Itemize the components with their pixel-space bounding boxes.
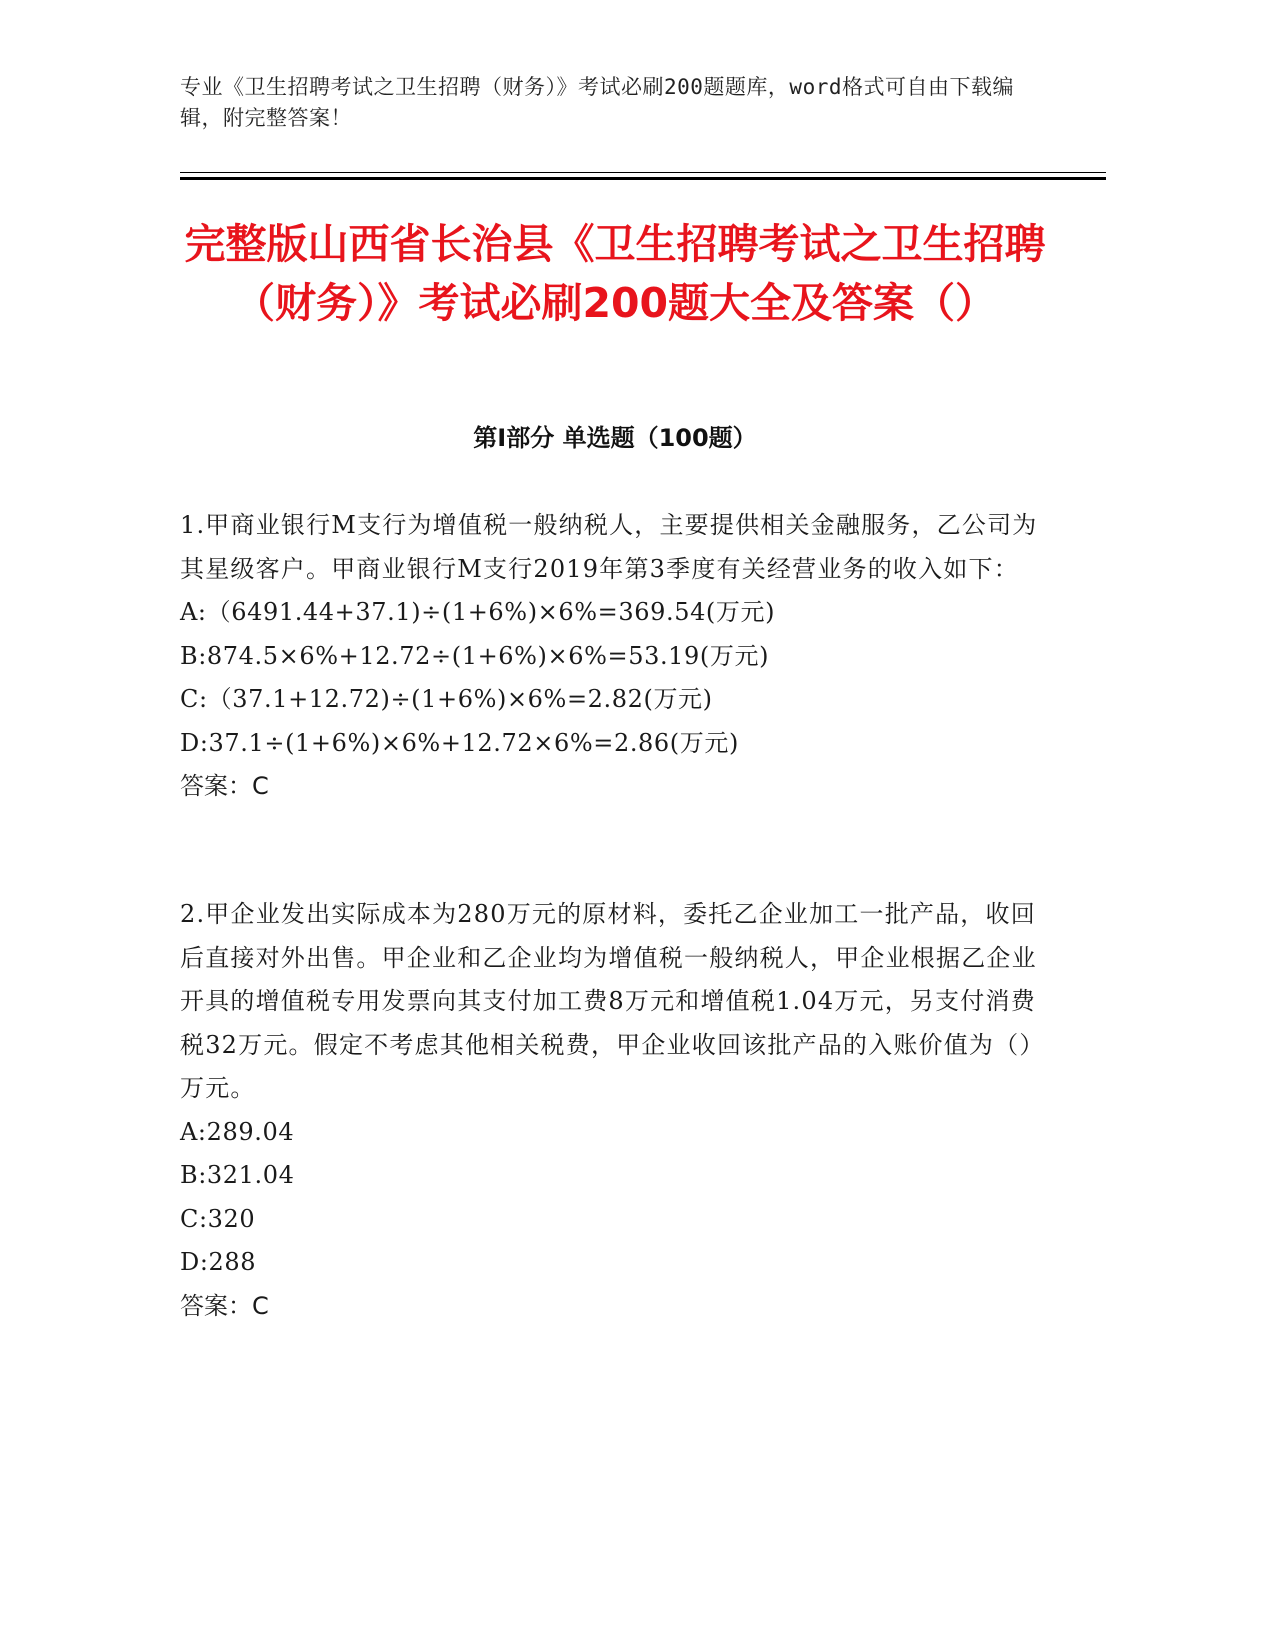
question-block: [180, 504, 1040, 809]
document-title: 完整版山西省长治县《卫生招聘考试之卫生招聘（财务）》考试必刷200题大全及答案（）: [184, 220, 1046, 327]
option-c: C:（37.1+12.72)÷(1+6%)×6%=2.82(万元): [180, 685, 713, 713]
option-a: A:（6491.44+37.1)÷(1+6%)×6%=369.54(万元): [180, 598, 776, 626]
option-c: C:320: [180, 1204, 256, 1233]
section-heading: 第I部分 单选题（100题）: [473, 424, 757, 452]
question-stem: 2.甲企业发出实际成本为280万元的原材料，委托乙企业加工一批产品，收回后直接对外出售。甲企业和乙企业均为增值税一般纳税人，甲企业根据乙企业开具的增值税专用发票向其支付加工费8万元和增值税1.04万元，另支付消费税32万元。假定不考虑其他相关税费，甲企业收回该批产品的入账价值为（）万元。: [180, 900, 1037, 1102]
answer-line: 答案：C: [180, 1291, 269, 1320]
header-divider-thin: [180, 172, 1106, 173]
question-stem: 1.甲商业银行M支行为增值税一般纳税人，主要提供相关金融服务，乙公司为其星级客户。甲商业银行M支行2019年第3季度有关经营业务的收入如下：: [180, 511, 1038, 583]
option-b: B:874.5×6%+12.72÷(1+6%)×6%=53.19(万元): [180, 641, 770, 670]
option-a: A:289.04: [180, 1117, 295, 1146]
answer-line: 答案：C: [180, 772, 269, 800]
question-block: [180, 893, 1040, 1328]
header-divider-thick: [180, 177, 1106, 180]
option-d: D:288: [180, 1248, 257, 1276]
option-d: D:37.1÷(1+6%)×6%+12.72×6%=2.86(万元): [180, 728, 739, 757]
header-note: 专业《卫生招聘考试之卫生招聘（财务）》考试必刷200题题库，word格式可自由下载编辑，附完整答案！: [180, 75, 1014, 130]
option-b: B:321.04: [180, 1161, 295, 1189]
